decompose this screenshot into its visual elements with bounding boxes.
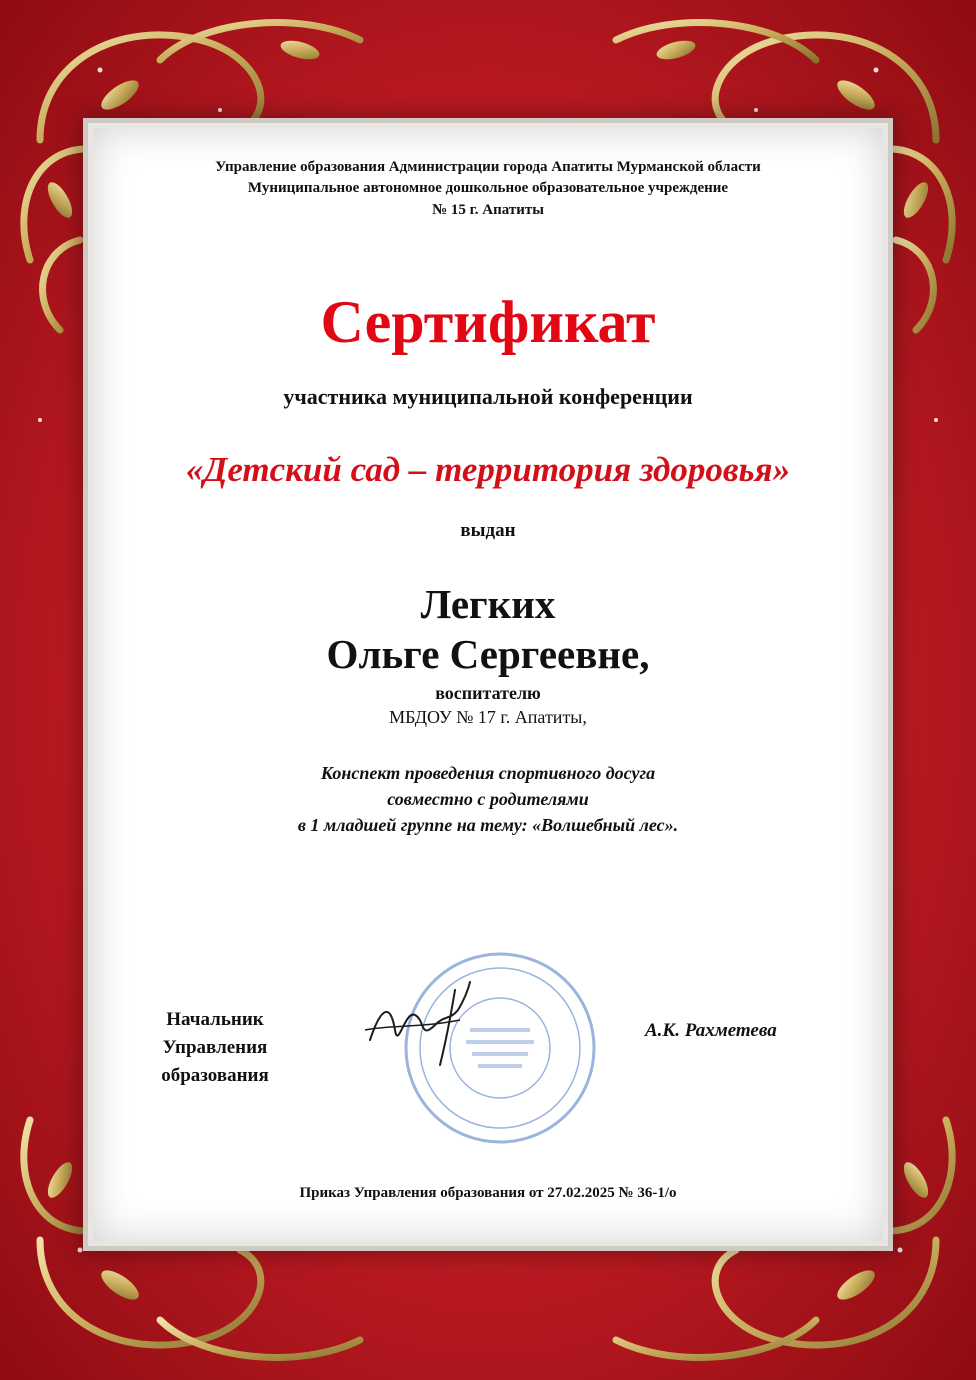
- certificate-title: Сертификат: [320, 289, 656, 355]
- signer-name: А.К. Рахметева: [645, 1020, 777, 1041]
- topic-line-3: в 1 младшей группе на тему: «Волшебный лес».: [297, 815, 679, 835]
- handwritten-signature: [360, 970, 480, 1070]
- signer-role-line: Начальник: [166, 1009, 264, 1030]
- header-institution-number: № 15 г. Апатиты: [432, 202, 544, 218]
- header-administration: Управление образования Администрации города Апатиты Мурманской области: [215, 159, 761, 175]
- signer-role-line: образования: [161, 1065, 269, 1086]
- issued-label: выдан: [460, 520, 516, 541]
- header-institution: Муниципальное автономное дошкольное образовательное учреждение: [247, 180, 729, 196]
- recipient-surname: Легких: [420, 581, 556, 627]
- signer-role-line: Управления: [162, 1037, 268, 1058]
- certificate-subtitle: участника муниципальной конференции: [283, 384, 693, 409]
- topic-line-1: Конспект проведения спортивного досуга: [320, 763, 656, 783]
- signer-role: [140, 1006, 290, 1090]
- recipient-position: воспитателю: [435, 683, 541, 703]
- conference-name: «Детский сад – территория здоровья»: [185, 450, 791, 489]
- order-reference: Приказ Управления образования от 27.02.2025 № 36-1/о: [299, 1185, 677, 1201]
- recipient-organization: МБДОУ № 17 г. Апатиты,: [389, 707, 587, 727]
- topic-line-2: совместно с родителями: [387, 789, 589, 809]
- recipient-name: Ольге Сергеевне,: [326, 631, 650, 677]
